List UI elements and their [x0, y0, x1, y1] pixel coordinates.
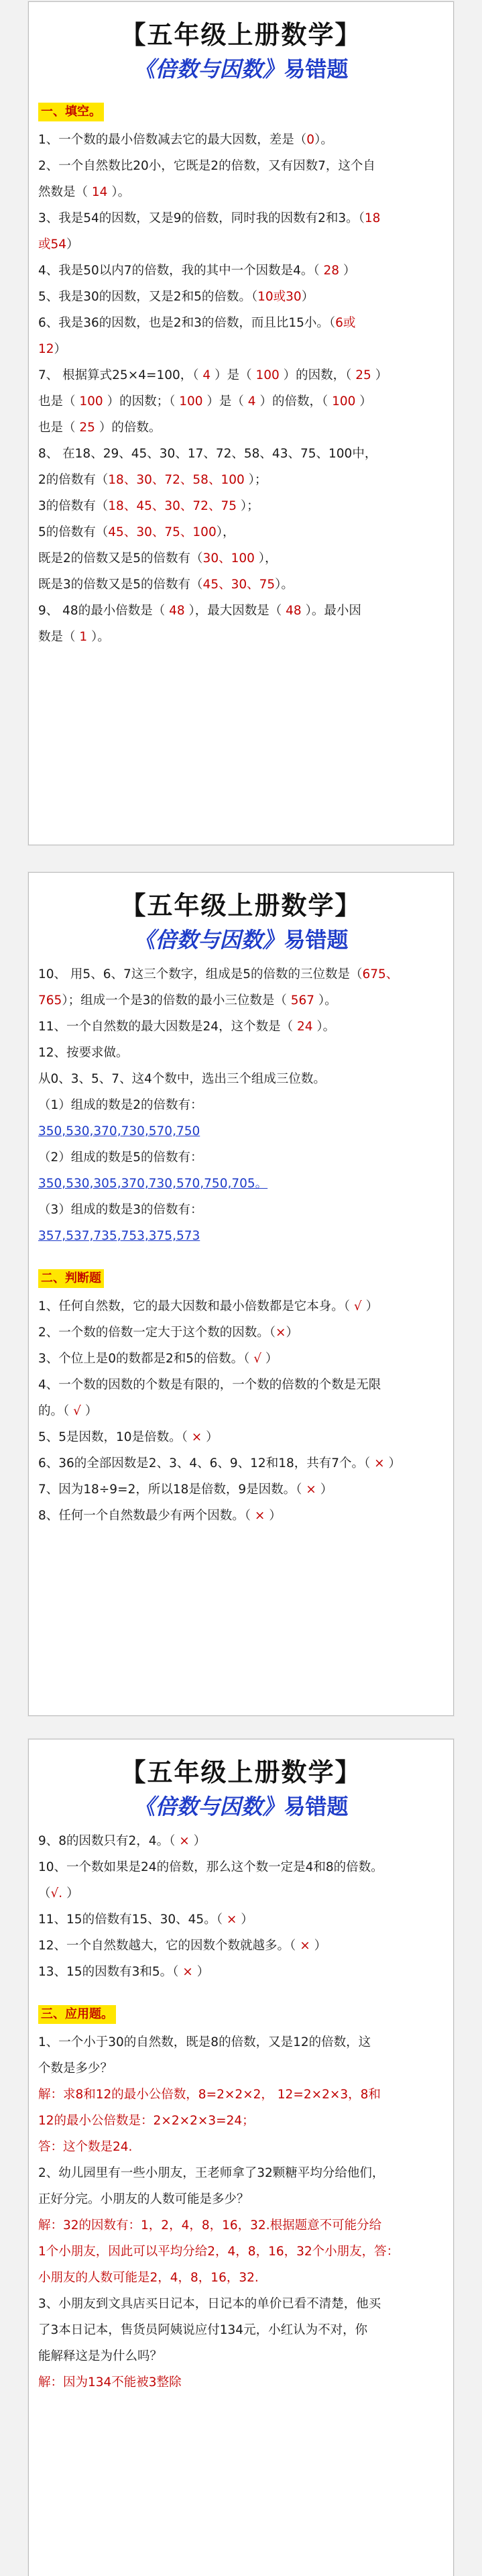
text-line — [38, 2265, 444, 2291]
question-text: 11、一个自然数的最大因数是24，这个数是（ — [38, 1020, 297, 1034]
answer-text: 6或 — [335, 316, 356, 330]
question-text: 2、幼儿园里有一些小朋友，王老师拿了32颗糖平均分给他们， — [38, 2166, 385, 2180]
question-text: ），最大因数是（ — [184, 604, 286, 618]
page-subtitle: 《倍数与因数》易错题 — [133, 927, 349, 953]
answer-text: 或54 — [38, 237, 67, 252]
question-text: 从0、3、5、7、这4个数中，选出三个组成三位数。 — [38, 1072, 326, 1086]
text-line — [38, 258, 444, 284]
question-text: 11、15的倍数有15、30、45。（ — [38, 1913, 227, 1927]
answer-text: 解：求8和12的最小公倍数，8=2×2×2， 12=2×2×3，8和 — [38, 2088, 381, 2102]
text-line — [38, 1320, 444, 1346]
answer-text: 14 — [91, 185, 108, 199]
question-text: 3、我是54的因数，又是9的倍数，同时我的因数有2和3。（ — [38, 211, 365, 225]
question-text: ）。 — [314, 133, 333, 147]
question-text: 8、任何一个自然数最少有两个因数。（ — [38, 1509, 255, 1523]
text-line — [38, 2212, 444, 2239]
text-line — [38, 1907, 444, 1933]
answer-text: × — [374, 1456, 385, 1470]
question-text: 6、我是36的因数，也是2和3的倍数，而且比15小。（ — [38, 316, 336, 330]
text-line — [38, 493, 444, 519]
text-line — [38, 2160, 444, 2186]
question-list — [38, 961, 444, 1249]
text-line — [38, 961, 444, 987]
answer-text: 24 — [296, 1020, 313, 1034]
answer-text: 675、 — [362, 967, 399, 981]
text-line — [38, 2082, 444, 2108]
answer-text: × — [191, 1430, 202, 1444]
text-line — [38, 1933, 444, 1959]
page-title: 【五年级上册数学】 — [120, 1757, 362, 1787]
text-line — [38, 2369, 444, 2396]
answer-list: 357,537,735,753,375,573 — [38, 1229, 200, 1243]
question-text: ） — [286, 1326, 299, 1340]
answer-text: 30、100 — [202, 551, 255, 566]
question-text: ）。 — [87, 630, 110, 644]
answer-text: 18、30、72、58、100 — [108, 473, 245, 487]
question-text: ）的因数，（ — [279, 368, 356, 382]
question-text: 既是2的倍数又是5的倍数有（ — [38, 551, 203, 566]
question-text: ）。 — [107, 185, 131, 199]
question-text: ）的倍数。 — [95, 421, 162, 435]
text-line — [38, 2108, 444, 2134]
worksheet-page-1 — [28, 1, 454, 845]
answer-text: 18 — [364, 211, 381, 225]
question-text: 3的倍数有（ — [38, 499, 109, 513]
question-text: 13、15的因数有3和5。（ — [38, 1965, 183, 1979]
text-line — [38, 2029, 444, 2055]
question-text: 1、一个小于30的自然数，既是8的倍数，又是12的倍数，这 — [38, 2035, 371, 2049]
question-list — [38, 1293, 444, 1529]
answer-text: 0 — [306, 133, 315, 147]
question-text: ）的倍数，（ — [255, 394, 333, 409]
section-heading-word-problems: 三、应用题。 — [38, 2005, 116, 2024]
question-text: 能解释这是为什么吗？ — [38, 2349, 163, 2363]
text-line — [38, 2239, 444, 2265]
answer-text: 100 — [255, 368, 280, 382]
text-line — [38, 179, 444, 205]
answer-text: 45、30、75 — [202, 578, 276, 592]
answer-text: 10或30 — [257, 290, 302, 304]
answer-text: × — [254, 1509, 265, 1523]
question-text: 也是（ — [38, 394, 80, 409]
question-text: 的。（ — [38, 1404, 74, 1418]
text-line — [38, 2343, 444, 2369]
question-text: ） — [371, 368, 388, 382]
text-line — [38, 1066, 444, 1092]
section-heading-fill-in: 一、填空。 — [38, 103, 104, 121]
text-line — [38, 1014, 444, 1040]
question-text: 2的倍数有（ — [38, 473, 109, 487]
question-text: 2、一个数的倍数一定大于这个数的因数。（ — [38, 1326, 276, 1340]
question-text: 5、我是30的因数，又是2和5的倍数。（ — [38, 290, 258, 304]
question-text: 既是3的倍数又是5的倍数有（ — [38, 578, 203, 592]
question-text: ） — [384, 1456, 402, 1470]
question-text: ） — [237, 1913, 253, 1927]
text-line — [38, 519, 444, 545]
question-text: 12、按要求做。 — [38, 1046, 129, 1060]
answer-text: 100 — [332, 394, 356, 409]
answer-text: 12的最小公倍数是：2×2×2×3=24； — [38, 2114, 255, 2128]
section-heading-true-false: 二、判断题 — [38, 1269, 104, 1288]
text-line — [38, 598, 444, 624]
text-line — [38, 1398, 444, 1424]
text-line — [38, 545, 444, 572]
question-text: 4、一个数的因数的个数是有限的，一个数的倍数的个数是无限 — [38, 1378, 381, 1392]
text-line — [38, 1828, 444, 1854]
answer-text: 4 — [247, 394, 256, 409]
text-line — [38, 127, 444, 153]
answer-text: × — [300, 1939, 310, 1953]
question-text: 4、我是50以内7的倍数，我的其中一个因数是4。（ — [38, 264, 324, 278]
text-line — [38, 2317, 444, 2343]
worksheet-page-2 — [28, 872, 454, 1716]
question-text: 5的倍数有（ — [38, 525, 109, 539]
question-text: 3、个位上是0的数都是2和5的倍数。（ — [38, 1352, 254, 1366]
worksheet-page-3 — [28, 1739, 454, 2576]
text-line — [38, 1959, 444, 1985]
question-text: ）是（ — [210, 368, 256, 382]
question-text: 1、一个数的最小倍数减去它的最大因数，差是（ — [38, 133, 307, 147]
text-line — [38, 2055, 444, 2082]
question-text: ）；组成一个是3的倍数的最小三位数是（ — [62, 994, 291, 1008]
text-line — [38, 624, 444, 650]
text-line — [38, 205, 444, 231]
question-text: （2）组成的数是5的倍数有： — [38, 1150, 203, 1165]
question-text: ） — [189, 1834, 206, 1848]
answer-text: 45、30、75、100 — [108, 525, 217, 539]
question-text: ）。最小因 — [301, 604, 361, 618]
text-line — [38, 1171, 444, 1197]
text-line — [38, 1477, 444, 1503]
question-text: ）的因数；（ — [103, 394, 180, 409]
question-text: ）。 — [275, 578, 294, 592]
answer-text: 48 — [169, 604, 185, 618]
question-list — [38, 127, 444, 650]
answer-text: × — [226, 1913, 237, 1927]
answer-text: 25 — [79, 421, 95, 435]
question-list — [38, 2029, 444, 2396]
text-line — [38, 1118, 444, 1144]
text-line — [38, 1450, 444, 1477]
answer-text: 28 — [323, 264, 340, 278]
text-line — [38, 1197, 444, 1223]
question-text: ） — [316, 1483, 333, 1497]
question-text: 10、一个数如果是24的倍数，那么这个数一定是4和8的倍数。 — [38, 1860, 383, 1874]
text-line — [38, 2134, 444, 2160]
question-text: ） — [80, 1404, 98, 1418]
text-line — [38, 1372, 444, 1398]
text-line — [38, 284, 444, 310]
question-text: 数是（ — [38, 630, 80, 644]
answer-text: × — [179, 1834, 190, 1848]
text-line — [38, 1040, 444, 1066]
text-line — [38, 362, 444, 388]
answer-text: 100 — [79, 394, 103, 409]
text-line — [38, 1854, 444, 1880]
question-list — [38, 1828, 444, 1985]
answer-text: 567 — [290, 994, 315, 1008]
answer-list: 350,530,305,370,730,570,750,705。 — [38, 1177, 268, 1191]
question-text: ） — [54, 342, 67, 356]
answer-text: 答：这个数是24. — [38, 2140, 133, 2154]
question-text: ） — [310, 1939, 327, 1953]
answer-text: 18、45、30、72、75 — [108, 499, 237, 513]
text-line — [38, 2291, 444, 2317]
question-text: 9、 48的最小倍数是（ — [38, 604, 170, 618]
question-text: ） — [202, 1430, 219, 1444]
answer-text: 解：因为134不能被3整除 — [38, 2375, 182, 2390]
answer-text: √. — [50, 1886, 63, 1900]
question-text: 10、 用5、6、7这三个数字，组成是5的倍数的三位数是（ — [38, 967, 363, 981]
answer-text: √ — [253, 1352, 262, 1366]
answer-text: 100 — [179, 394, 203, 409]
text-line — [38, 2186, 444, 2212]
answer-text: 小朋友的人数可能是2，4，8，16，32. — [38, 2271, 259, 2285]
text-line — [38, 153, 444, 179]
question-text: ） — [355, 394, 372, 409]
answer-text: 12 — [38, 342, 54, 356]
answer-text: 4 — [202, 368, 211, 382]
text-line — [38, 1223, 444, 1249]
question-text: ）； — [236, 499, 259, 513]
text-line — [38, 415, 444, 441]
question-text: 正好分完。小朋友的人数可能是多少？ — [38, 2192, 249, 2206]
question-text: 6、36的全部因数是2、3、4、6、9、12和18，共有7个。（ — [38, 1456, 375, 1470]
question-text: （1）组成的数是2的倍数有： — [38, 1098, 203, 1112]
text-line — [38, 1424, 444, 1450]
question-text: 8、 在18、29、45、30、17、72、58、43、75、100中， — [38, 447, 377, 461]
question-text: ）。 — [314, 994, 337, 1008]
text-line — [38, 441, 444, 467]
answer-text: × — [182, 1965, 193, 1979]
page-title: 【五年级上册数学】 — [120, 19, 362, 50]
question-text: ） — [62, 1886, 79, 1900]
question-text: （ — [38, 1886, 51, 1900]
answer-text: 48 — [286, 604, 302, 618]
text-line — [38, 310, 444, 336]
text-line — [38, 1346, 444, 1372]
question-text: 12、一个自然数越大，它的因数个数就越多。（ — [38, 1939, 300, 1953]
question-text: 了3本日记本，售货员阿姨说应付134元，小红认为不对，你 — [38, 2323, 368, 2337]
question-text: ） — [265, 1509, 282, 1523]
answer-text: 1个小朋友，因此可以平均分给2，4，8，16，32个小朋友，答： — [38, 2245, 400, 2259]
text-line — [38, 1092, 444, 1118]
question-text: 7、因为18÷9=2，所以18是倍数，9是因数。（ — [38, 1483, 306, 1497]
text-line — [38, 987, 444, 1014]
answer-text: √ — [73, 1404, 81, 1418]
answer-text: 1 — [79, 630, 88, 644]
question-text: 然数是（ — [38, 185, 92, 199]
text-line — [38, 1503, 444, 1529]
question-text: 5、5是因数，10是倍数。（ — [38, 1430, 192, 1444]
question-text: ） — [261, 1352, 278, 1366]
text-line — [38, 572, 444, 598]
question-text: 2、一个自然数比20小，它既是2的倍数，又有因数7，这个自 — [38, 159, 375, 173]
answer-text: √ — [353, 1299, 362, 1313]
question-text: ） — [66, 237, 79, 252]
text-line — [38, 1144, 444, 1171]
question-text: 9、8的因数只有2，4。（ — [38, 1834, 180, 1848]
answer-list: 350,530,370,730,570,750 — [38, 1124, 200, 1138]
answer-text: × — [306, 1483, 316, 1497]
question-text: ）是（ — [202, 394, 248, 409]
question-text: ） — [361, 1299, 379, 1313]
question-text: ）； — [244, 473, 267, 487]
question-text: 7、 根据算式25×4=100，（ — [38, 368, 203, 382]
answer-text: 解：32的因数有：1，2，4，8，16，32.根据题意不可能分给 — [38, 2218, 382, 2233]
question-text: ） — [339, 264, 356, 278]
text-line — [38, 388, 444, 415]
page-subtitle: 《倍数与因数》易错题 — [133, 1794, 349, 1819]
question-text: ） — [192, 1965, 210, 1979]
question-text: 个数是多少？ — [38, 2061, 113, 2076]
question-text: 1、任何自然数，它的最大因数和最小倍数都是它本身。（ — [38, 1299, 354, 1313]
question-text: ）， — [254, 551, 278, 566]
text-line — [38, 1293, 444, 1320]
question-text: （3）组成的数是3的倍数有： — [38, 1203, 203, 1217]
text-line — [38, 231, 444, 258]
question-text: ）， — [216, 525, 235, 539]
question-text: 也是（ — [38, 421, 80, 435]
text-line — [38, 336, 444, 362]
text-line — [38, 467, 444, 493]
question-text: ） — [301, 290, 314, 304]
answer-text: × — [276, 1326, 286, 1340]
page-subtitle: 《倍数与因数》易错题 — [133, 56, 349, 82]
page-title: 【五年级上册数学】 — [120, 890, 362, 920]
question-text: ）。 — [312, 1020, 336, 1034]
answer-text: 25 — [355, 368, 371, 382]
answer-text: 765 — [38, 994, 62, 1008]
text-line — [38, 1880, 444, 1907]
question-text: 3、小朋友到文具店买日记本，日记本的单价已看不清楚，他买 — [38, 2297, 381, 2311]
